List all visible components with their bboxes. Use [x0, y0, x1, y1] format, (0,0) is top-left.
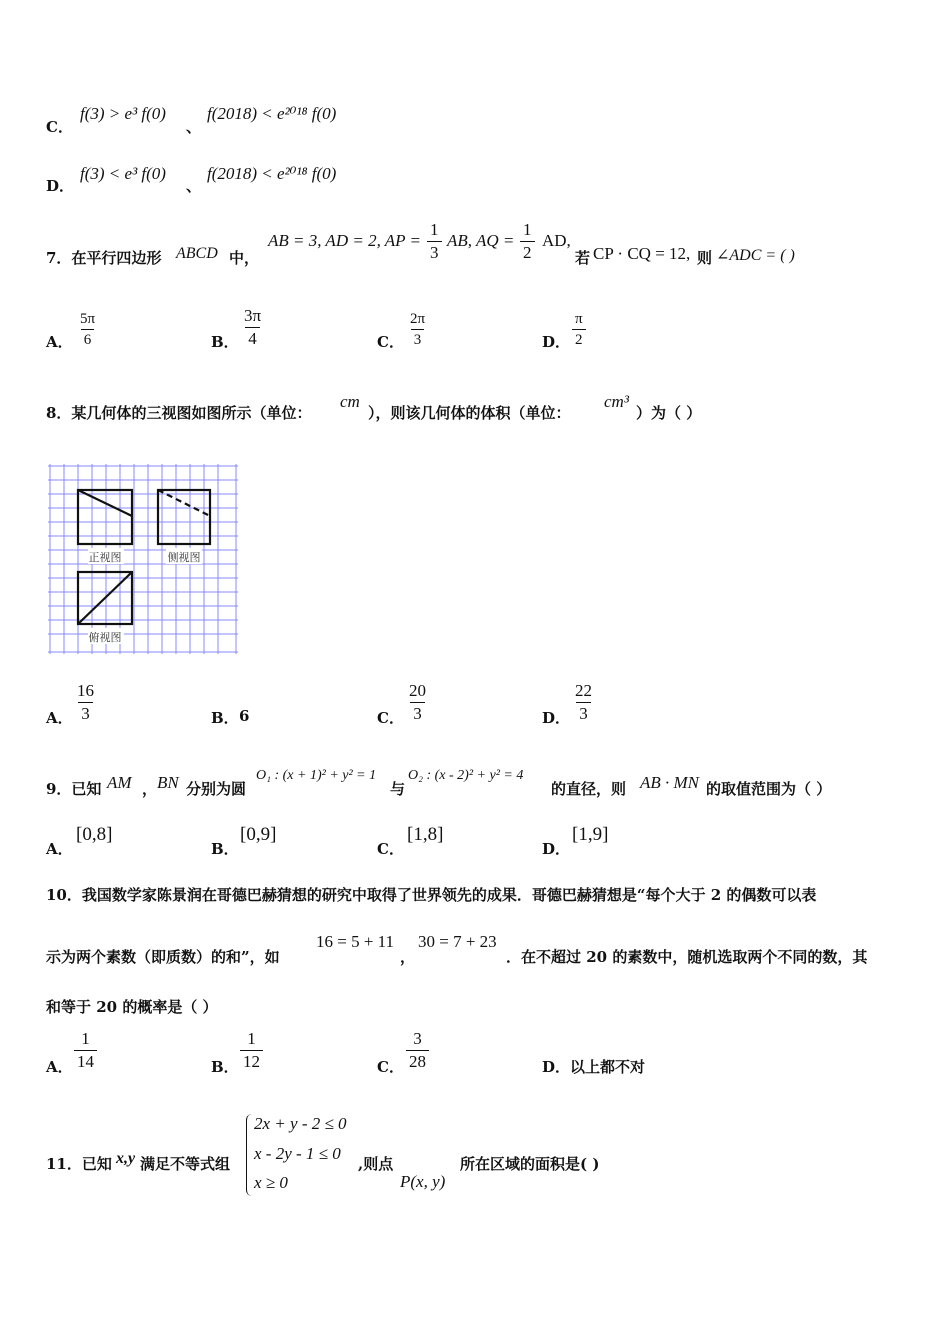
q9-stem1: 9．已知: [46, 780, 102, 798]
q9-bn: BN: [157, 773, 179, 792]
q8-stem1: 8．某几何体的三视图如图所示（单位：: [46, 404, 312, 422]
q7-opt-d-num: π: [575, 311, 583, 327]
q8-opt-a-label: A．: [46, 709, 73, 727]
q7-given2: AB, AQ =: [447, 231, 515, 250]
q8-opt-d-label: D．: [542, 709, 571, 727]
q9-am: AM: [107, 773, 132, 792]
q7-opt-b-num: 3π: [244, 306, 262, 325]
q10-line2a: 示为两个素数（即质数）的和”，如: [46, 948, 280, 966]
top-view-diagonal: [78, 572, 132, 624]
q8-opt-a-den: 3: [78, 702, 93, 724]
q9-dot-product: AB · MN: [640, 773, 700, 792]
q8-opt-c-label: C．: [377, 709, 404, 727]
q7-opt-b-den: 4: [245, 327, 260, 349]
q6-c-expr1: f(3) > e³ f(0): [80, 104, 166, 123]
q7-opt-c-num: 2π: [410, 311, 426, 327]
q10-opt-c: [406, 1029, 429, 1073]
q10-eq1: 16 = 5 + 11: [316, 932, 395, 951]
q7-opt-d-den: 2: [572, 329, 586, 349]
q11-ineq3: x ≥ 0: [254, 1173, 288, 1192]
q10-sep: ，: [400, 948, 416, 966]
q10-opt-b-label: B．: [211, 1058, 239, 1076]
q7-frac2-den: 2: [520, 241, 535, 263]
q9-opt-a-value: [0,8]: [76, 824, 113, 845]
q8-opt-c-num: 20: [409, 681, 426, 700]
q7-opt-d-label: D．: [542, 333, 571, 351]
front-view-label: 正视图: [88, 551, 122, 564]
q6-c-sep: 、: [186, 118, 202, 136]
q7-opt-b: [241, 306, 264, 350]
q7-shape: ABCD: [176, 245, 218, 262]
q9-circle2: O₂ : (x - 2)² + y² = 4: [408, 768, 524, 783]
q10-opt-c-den: 28: [406, 1050, 429, 1072]
q10-eq2: 30 = 7 + 23: [418, 932, 497, 951]
q10-opt-a: [74, 1029, 97, 1073]
q8-opt-c-den: 3: [410, 702, 425, 724]
q9-stem3: 的直径，则: [551, 780, 627, 798]
q10-opt-b-num: 1: [247, 1029, 256, 1048]
q10-line2b: ．在不超过 20 的素数中，随机选取两个不同的数，其: [506, 948, 868, 966]
q10-line1: 10．我国数学家陈景润在哥德巴赫猜想的研究中取得了世界领先的成果．哥德巴赫猜想是“每个大于 2 的偶数可以表: [46, 886, 817, 904]
q7-opt-c-den: 3: [411, 329, 425, 349]
q8-unit2: cm³: [604, 392, 629, 411]
q10-opt-a-num: 1: [81, 1029, 90, 1048]
q11-ineq2: x - 2y - 1 ≤ 0: [254, 1144, 341, 1163]
q6-c-expr2: f(2018) < e²⁰¹⁸ f(0): [207, 104, 337, 123]
q9-opt-c-value: [1,8]: [407, 824, 444, 845]
q9-opt-a-label: A．: [46, 840, 73, 858]
q11-point: P(x, y): [400, 1172, 446, 1191]
q7-opt-c: [407, 310, 428, 349]
q11-ineq1: 2x + y - 2 ≤ 0: [254, 1114, 347, 1133]
q10-opt-c-num: 3: [413, 1029, 422, 1048]
q6-d-expr1: f(3) < e³ f(0): [80, 164, 166, 183]
q7-ze: 则: [697, 249, 713, 267]
q7-cond: CP · CQ = 12,: [593, 244, 691, 263]
q8-opt-d: [572, 681, 595, 725]
q8-unit1: cm: [340, 392, 360, 411]
q11-stem3: ,则点: [358, 1155, 394, 1173]
q8-stem3: ）为（ ）: [636, 404, 702, 422]
q6-d-sep: 、: [186, 177, 202, 195]
q8-opt-a: [74, 681, 97, 725]
three-view-figure: [46, 462, 240, 656]
q7-frac2-num: 1: [523, 220, 532, 239]
q6-c-label: C．: [46, 118, 73, 136]
q9-opt-d-value: [1,9]: [572, 824, 609, 845]
q9-opt-b-label: B．: [211, 840, 239, 858]
q8-opt-d-num: 22: [575, 681, 592, 700]
q6-d-label: D．: [46, 177, 75, 195]
q7-frac1: [427, 220, 442, 264]
q8-opt-b-value: 6: [239, 707, 250, 725]
q7-opt-a-num: 5π: [80, 311, 96, 327]
q11-stem2: 满足不等式组: [140, 1155, 231, 1173]
q9-opt-d-label: D．: [542, 840, 571, 858]
top-view-label: 俯视图: [88, 631, 122, 644]
q9-circle1: O₁ : (x + 1)² + y² = 1: [256, 768, 377, 783]
q10-opt-a-label: A．: [46, 1058, 73, 1076]
q8-opt-b-label: B．: [211, 709, 239, 727]
q7-frac1-den: 3: [427, 241, 442, 263]
q10-opt-a-den: 14: [74, 1050, 97, 1072]
q7-opt-a-den: 6: [81, 329, 95, 349]
q9-stem4: 的取值范围为（ ）: [706, 780, 832, 798]
q10-line3: 和等于 20 的概率是（ ）: [46, 998, 218, 1016]
q7-frac1-num: 1: [430, 220, 439, 239]
q6-d-expr2: f(2018) < e²⁰¹⁸ f(0): [207, 164, 337, 183]
q11-stem1: 11．已知: [46, 1155, 112, 1173]
q7-zhong: 中，: [229, 249, 260, 267]
q9-opt-b-value: [0,9]: [240, 824, 277, 845]
q11-vars: x,y: [116, 1150, 136, 1167]
q7-given1: AB = 3, AD = 2, AP =: [268, 231, 421, 250]
q8-opt-d-den: 3: [576, 702, 591, 724]
q9-comma: ，: [142, 780, 158, 798]
q10-opt-b: [240, 1029, 263, 1073]
q7-ruo: 若: [575, 249, 591, 267]
q9-stem2: 分别为圆: [186, 780, 247, 798]
q7-opt-a: [77, 310, 98, 349]
q7-opt-d: [572, 310, 586, 349]
side-view-label: 侧视图: [167, 551, 201, 564]
q7-given3: AD,: [542, 231, 571, 250]
q10-opt-b-den: 12: [240, 1050, 263, 1072]
q8-opt-a-num: 16: [77, 681, 94, 700]
q7-opt-c-label: C．: [377, 333, 404, 351]
q8-opt-c: [406, 681, 429, 725]
q9-opt-c-label: C．: [377, 840, 404, 858]
q7-ask: ∠ADC = ( ): [716, 247, 795, 264]
q7-opt-b-label: B．: [211, 333, 239, 351]
q7-number: 7．在平行四边形: [46, 249, 162, 267]
q9-yu: 与: [390, 780, 406, 798]
q11-stem4: 所在区域的面积是( ): [460, 1155, 600, 1173]
q7-opt-a-label: A．: [46, 333, 73, 351]
q8-stem2: ），则该几何体的体积（单位：: [368, 404, 571, 422]
q10-opt-d-label: D．: [542, 1058, 571, 1076]
q7-frac2: [520, 220, 535, 264]
q11-brace: [246, 1114, 253, 1196]
q10-opt-d-value: 以上都不对: [570, 1058, 646, 1076]
q10-opt-c-label: C．: [377, 1058, 404, 1076]
